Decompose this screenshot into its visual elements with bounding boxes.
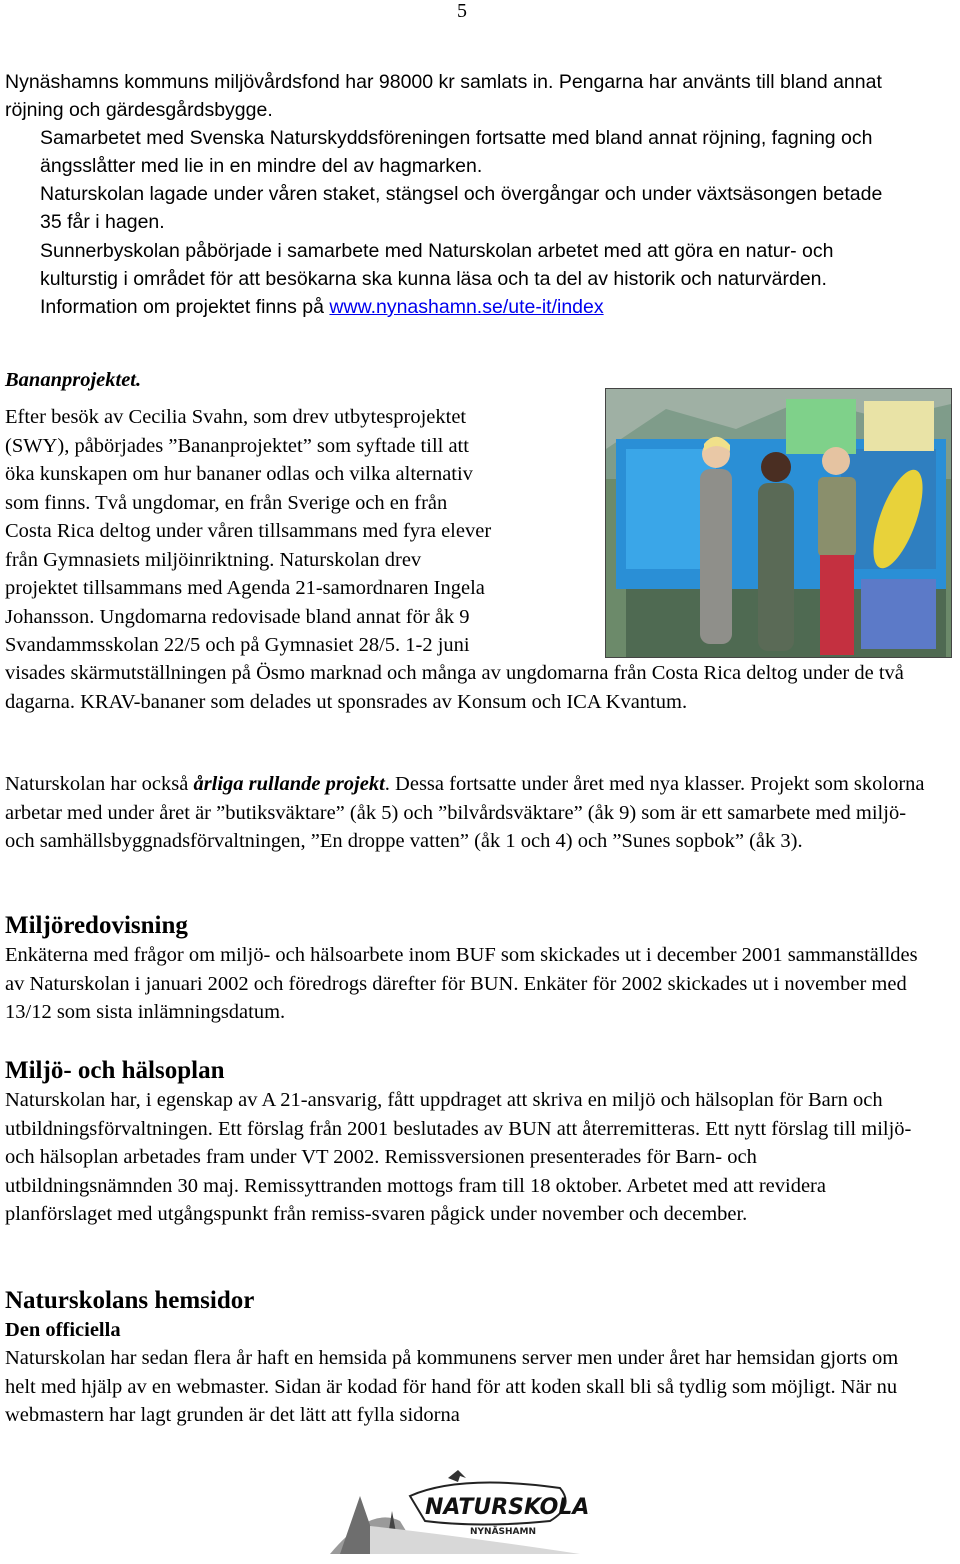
rullande-paragraph — [5, 770, 925, 856]
banan-line: projektet tillsammans med Agenda 21-samordnaren Ingela — [5, 577, 485, 599]
info-line — [5, 293, 895, 321]
intro-text-2: Samarbetet med Svenska Naturskyddsföreningen fortsatte med bland annat röjning, fagning och ängsslåtter med lie in en mindre del av hagmarken. — [40, 127, 873, 177]
hemsidor-heading: Naturskolans hemsidor — [5, 1287, 255, 1314]
logo-text: NATURSKOLAN — [425, 1495, 590, 1520]
naturskolan-logo — [330, 1466, 590, 1558]
hemsidor-subheading: Den officiella — [5, 1319, 121, 1341]
banan-line: som finns. Två ungdomar, en från Sverige och en från — [5, 491, 448, 514]
intro-paragraph-2 — [5, 237, 895, 321]
intro-paragraph — [5, 68, 895, 236]
banan-line: Costa Rica deltog under våren tillsammans med fyra elever — [5, 520, 492, 542]
miljoredovisning-text: Enkäterna med frågor om miljö- och hälsoarbete inom BUF som skickades ut i december 2001 sammanställdes av Naturskolan i januari 2002 och föredrogs därefter för BUN. Enkäter för 2002 skickades ut i november med 13/12 som sista inlämningsdatum. — [5, 944, 918, 1023]
banan-line: Svandammsskolan 22/5 och på Gymnasiet 28/5. 1-2 juni — [5, 634, 470, 656]
intro-text-3: Naturskolan lagade under våren staket, stängsel och övergångar och under växtsäsongen betade 35 får i hagen. — [40, 183, 883, 233]
intro-text-1: Nynäshamns kommuns miljövårdsfond har 98000 kr samlats in. Pengarna har använts till bland annat röjning och gärdesgårdsbygge. — [5, 71, 882, 121]
banana-project-photo — [605, 388, 952, 658]
banan-line: Efter besök av Cecilia Svahn, som drev utbytesprojektet — [5, 406, 467, 428]
banan-title — [5, 366, 141, 395]
banan-rest: visades skärmutställningen på Ösmo marknad och många av ungdomarna från Costa Rica deltog under de två dagarna. KRAV-bananer som delades ut sponsrades av Konsum och ICA Kvantum. — [5, 662, 904, 713]
rullande-suffix: . Dessa fortsatte under året med nya klasser. Projekt som skolorna arbetar med under året är ”butiksväktare” (åk 5) och ”bilvårdsväktare” (åk 9) som är ett samarbete med miljö- och samhällsbyggnadsförvaltningen, ”En droppe vatten” (åk 1 och 4) och ”Sunes sopbok” (åk 3). — [5, 773, 925, 852]
rullande-emphasis: årliga rullande projekt — [193, 773, 385, 795]
banan-line: (SWY), påbörjades ”Bananprojektet” som syftade till att — [5, 434, 469, 457]
intro-text-4: Sunnerbyskolan påbörjade i samarbete med Naturskolan arbetet med att göra en natur- och kulturstig i området för att besökarna ska kunna läsa och ta del av historik och naturvärden. — [40, 240, 834, 290]
rullande-prefix: Naturskolan har också — [5, 773, 194, 795]
banan-title-text: Bananprojektet. — [5, 369, 142, 391]
banan-line: Johansson. Ungdomarna redovisade bland annat för åk 9 — [5, 605, 470, 628]
banan-line: öka kunskapen om hur bananer odlas och vilka alternativ — [5, 463, 473, 485]
halsoplan-heading: Miljö- och hälsoplan — [5, 1057, 225, 1084]
halsoplan-text: Naturskolan har, i egenskap av A 21-ansvarig, fått uppdraget att skriva en miljö och hälsoplan för Barn och utbildningsförvaltningen. Ett förslag från 2001 beslutades av BUN att återremitteras. Ett nytt förslag till miljö- och hälsoplan arbetades fram under VT 2002. Remissversionen presenterades för Barn- och utbildningsnämnden 30 maj. Remissyttranden mottogs fram till 18 oktober. Arbetet med att revidera planförslaget med utgångspunkt från remiss-svaren pågick under november och december. — [5, 1089, 912, 1225]
logo-subtext: NYNÄSHAMN — [470, 1527, 537, 1537]
project-link[interactable]: www.nynashamn.se/ute-it/index — [329, 296, 604, 318]
page-number: 5 — [457, 0, 467, 22]
banan-line: från Gymnasiets miljöinriktning. Naturskolan drev — [5, 548, 422, 571]
banan-text — [5, 403, 600, 660]
miljoredovisning-heading: Miljöredovisning — [5, 912, 188, 939]
hemsidor-text: Naturskolan har sedan flera år haft en hemsida på kommunens server men under året har hemsidan gjorts om helt med hjälp av en webmaster. Sidan är kodad för hand för att koden skall bli så tydlig som möjligt. När nu webmastern har lagt grunden är det lätt att fylla sidorna — [5, 1347, 899, 1426]
info-prefix: Information om projektet finns på — [40, 296, 330, 318]
